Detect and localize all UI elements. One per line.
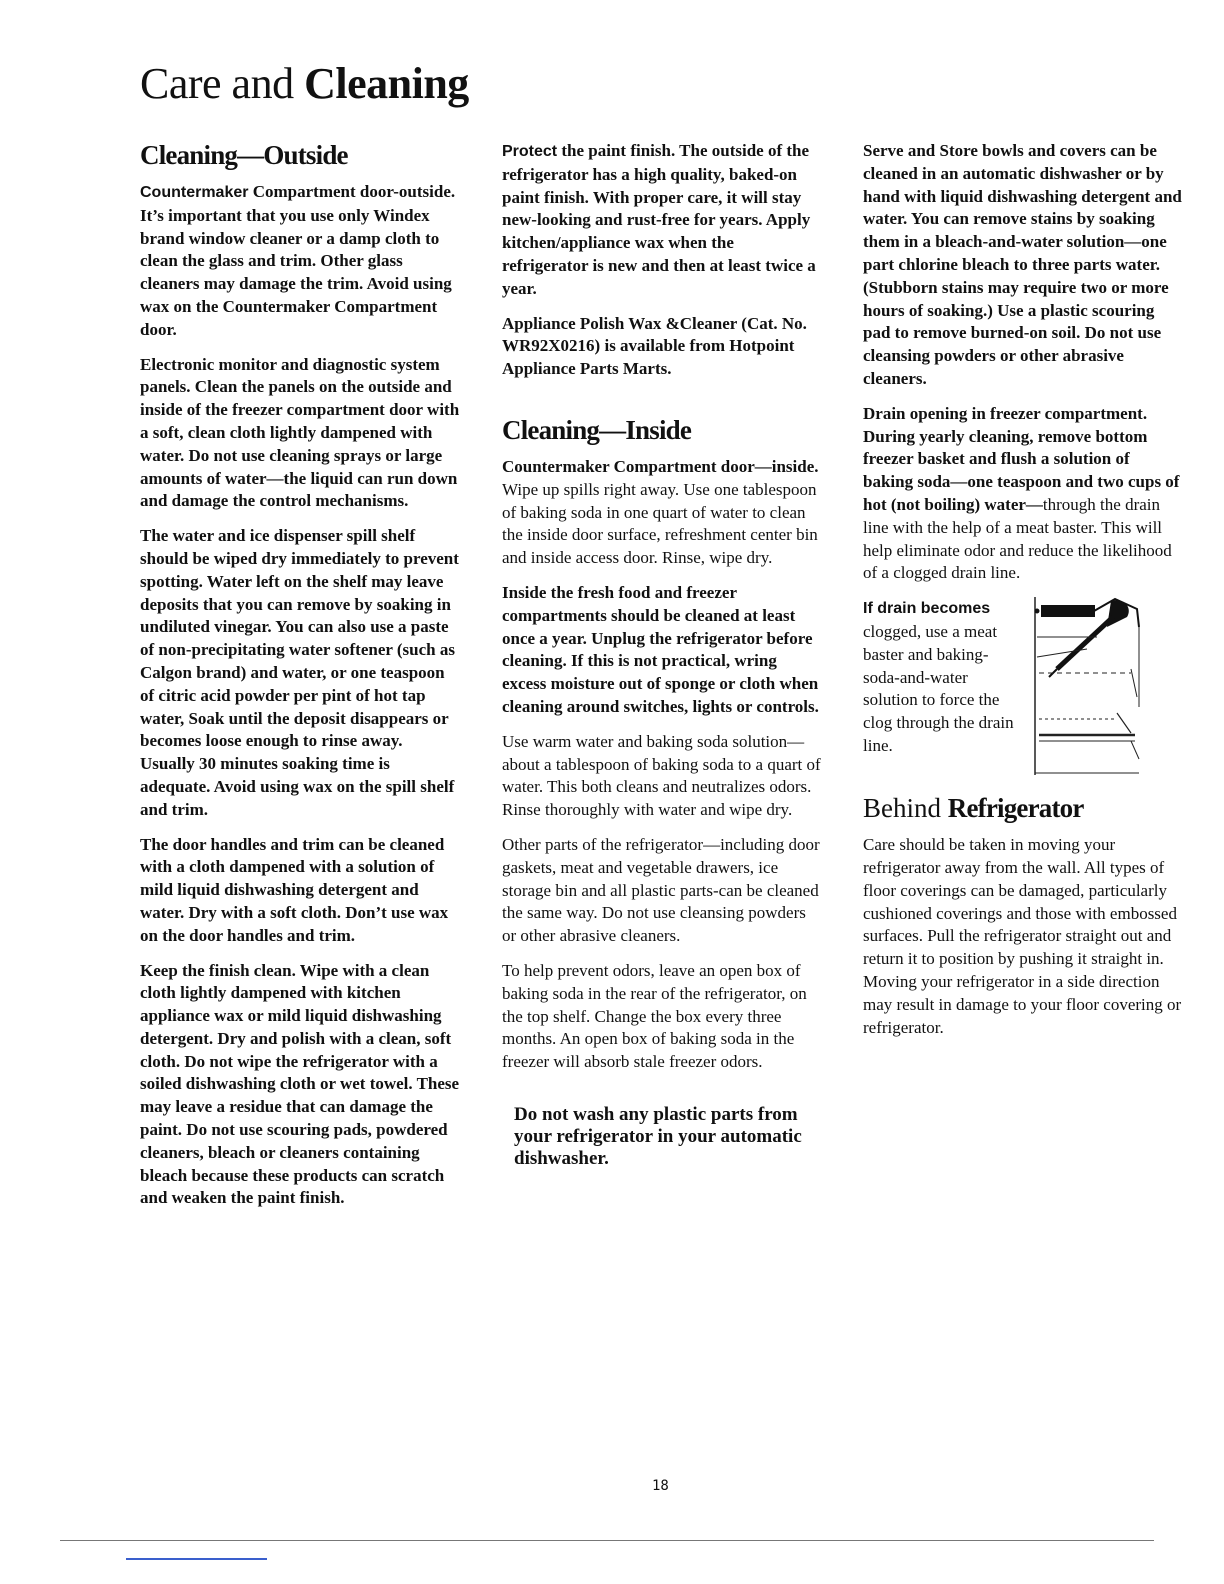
drain-opening-lead: Drain opening in freezer compartment. During yearly cleaning, remove bottom freezer basket and flush a solution of baking soda—one teaspoon and two cups of hot (not boiling) water—	[863, 403, 1180, 514]
page-bottom-accent	[126, 1558, 267, 1560]
drain-clog-block	[863, 597, 1183, 779]
polish-wax-paragraph: Appliance Polish Wax &Cleaner (Cat. No. WR92X0216) is available from Hotpoint Appliance Parts Marts.	[502, 313, 807, 379]
heading-behind-light: Behind	[863, 793, 948, 824]
countermaker-lead: Countermaker	[140, 184, 249, 201]
page-number: 18	[652, 1478, 669, 1494]
finish-clean-paragraph: Keep the finish clean. Wipe with a clean cloth lightly dampened with kitchen appliance wax or mild liquid dishwashing detergent. Dry and polish with a clean, soft cloth. Do not wipe the refrigerator with a soiled dishwashing cloth or wet towel. These may leave a residue that can damage the paint. Do not use scouring pads, powdered cleaners, bleach or cleaners containing bleach because these products can scratch and weaken the paint finish.	[140, 960, 460, 1208]
baking-soda-solution-paragraph: Use warm water and baking soda solution—about a tablespoon of baking soda to a quart of water. This both cleans and neutralizes odors. Rinse thoroughly with water and wipe dry.	[502, 731, 821, 820]
drain-clog-body: clogged, use a meat baster and baking-soda-and-water solution to force the clog through the drain line.	[863, 621, 1014, 755]
drain-clog-text	[863, 597, 1021, 770]
heading-cleaning-outside: Cleaning—Outside	[140, 140, 348, 170]
drain-clog-paragraph	[863, 597, 1021, 758]
drain-opening-text: through the drain line with the help of a meat baster. This will help eliminate odor and reduce the likelihood of a clogged drain line.	[863, 494, 1172, 583]
countermaker-outside-paragraph	[140, 181, 460, 342]
prevent-odors-paragraph: To help prevent odors, leave an open box of baking soda in the rear of the refrigerator, on the top shelf. Change the box every three months. An open box of baking soda in the freezer will absorb stale freezer odors.	[502, 960, 807, 1072]
behind-refrigerator-paragraph: Care should be taken in moving your refrigerator away from the wall. All types of floor coverings can be damaged, particularly cushioned coverings and those with embossed surfaces. Pull the refrigerator straight out and return it to position by pushing it straight in. Moving your refrigerator in a side direction may result in damage to your floor covering or refrigerator.	[863, 835, 1182, 1037]
column-1	[140, 140, 460, 1222]
column-3	[863, 140, 1183, 1051]
protect-paint-text: the paint finish. The outside of the refrigerator has a high quality, baked-on paint finish. With proper care, it will stay new-looking and rust-free for years. Apply kitchen/appliance wax when the refrigerator is new and then at least twice a year.	[502, 141, 816, 298]
protect-paint-paragraph	[502, 140, 822, 301]
other-parts-paragraph: Other parts of the refrigerator—including door gaskets, meat and vegetable drawers, ice storage bin and all plastic parts-can be cleaned the same way. Do not use cleansing powders or other abrasive cleaners.	[502, 834, 820, 946]
page-title	[140, 58, 469, 109]
countermaker-inside-text: Wipe up spills right away. Use one tablespoon of baking soda in one quart of water to clean the inside door surface, refreshment center bin and inside access door. Rinse, wipe dry.	[502, 479, 818, 568]
protect-lead: Protect	[502, 143, 558, 160]
page-bottom-rule	[60, 1540, 1154, 1541]
drain-clog-lead: If drain becomes	[863, 600, 991, 618]
title-part-1: Care and	[140, 59, 305, 108]
title-part-2: Cleaning	[304, 59, 469, 108]
countermaker-inside-lead: Countermaker Compartment door—inside.	[502, 456, 819, 476]
dispenser-spill-shelf-paragraph: The water and ice dispenser spill shelf should be wiped dry immediately to prevent spotting. Water left on the shelf may leave deposits that you can remove by soaking in undiluted vinegar. You can also use a paste of non-precipitating water softener (such as Calgon brand) and water, or one teaspoon of citric acid powder per pint of hot tap water, Soak until the deposit disappears or becomes loose enough to rinse away. Usually 30 minutes soaking time is adequate. Avoid using wax on the spill shelf and trim.	[140, 526, 459, 819]
fresh-food-freezer-paragraph: Inside the fresh food and freezer compartments should be cleaned at least once a year. Unplug the refrigerator before cleaning. If this is not practical, wring excess moisture out of sponge or cloth when cleaning around switches, lights or controls.	[502, 582, 819, 716]
drain-opening-paragraph	[863, 403, 1183, 585]
door-handles-paragraph: The door handles and trim can be cleaned with a cloth dampened with a solution of mild liquid dishwashing detergent and water. Dry with a soft cloth. Don’t use wax on the door handles and trim.	[140, 834, 449, 945]
heading-behind-bold: Refrigerator	[947, 793, 1084, 824]
dishwasher-warning: Do not wash any plastic parts from your refrigerator in your automatic dishwasher.	[514, 1103, 802, 1169]
heading-cleaning-inside: Cleaning—Inside	[502, 414, 692, 445]
meat-baster-illustration	[1027, 597, 1145, 775]
monitor-panels-paragraph: Electronic monitor and diagnostic system panels. Clean the panels on the outside and inside of the freezer compartment door with a soft, clean cloth lightly dampened with water. Do not use cleaning sprays or large amounts of water—the liquid can run down and damage the control mechanisms.	[140, 354, 460, 511]
heading-behind-refrigerator	[863, 793, 1183, 824]
serve-store-paragraph: Serve and Store bowls and covers can be cleaned in an automatic dishwasher or by hand with liquid dishwashing detergent and water. You can remove stains by soaking them in a bleach-and-water solution—one part chlorine bleach to three parts water. (Stubborn stains may require two or more hours of soaking.) Use a plastic scouring pad to remove burned-on soil. Do not use cleansing powders or other abrasive cleaners.	[863, 141, 1182, 388]
column-2	[502, 140, 822, 1170]
countermaker-outside-text: Compartment door-outside. It’s important that you use only Windex brand window cleaner or a damp cloth to clean the glass and trim. Other glass cleaners may damage the trim. Avoid using wax on the Countermaker Compartment door.	[140, 182, 456, 339]
countermaker-inside-paragraph	[502, 456, 822, 570]
